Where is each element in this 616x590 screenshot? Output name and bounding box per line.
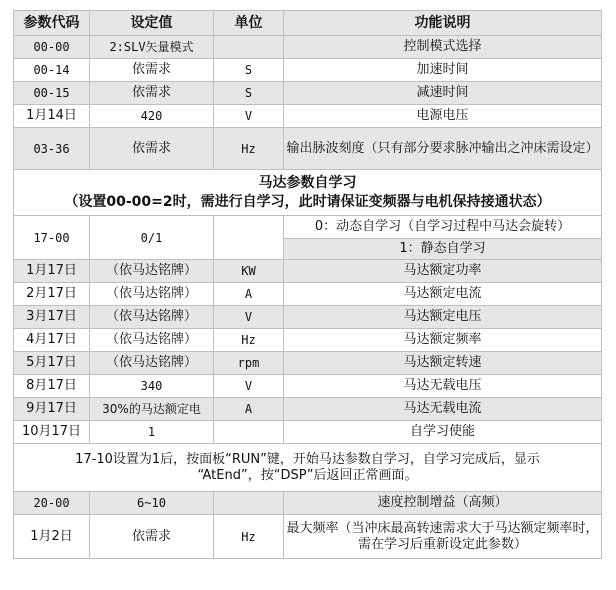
param-desc-option-0: 0：动态自学习（自学习过程中马达会旋转）: [284, 216, 602, 239]
param-value: 依需求: [90, 515, 214, 559]
param-code: 3月17日: [14, 306, 90, 329]
table-row: [14, 283, 602, 306]
param-desc: 减速时间: [284, 82, 602, 105]
param-code: 20-00: [14, 492, 90, 515]
param-desc: 速度控制增益（高频）: [284, 492, 602, 515]
table-row: [14, 492, 602, 515]
param-code: 00-15: [14, 82, 90, 105]
section-header: [14, 170, 602, 216]
param-code: 1月17日: [14, 260, 90, 283]
param-unit: [214, 421, 284, 444]
header-row: [14, 11, 602, 36]
param-code: 00-00: [14, 36, 90, 59]
table-row: [14, 59, 602, 82]
param-value: （依马达铭牌）: [90, 283, 214, 306]
header-unit: 单位: [214, 11, 284, 36]
param-code: 17-00: [14, 216, 90, 260]
param-value: 2:SLV矢量模式: [90, 36, 214, 59]
param-unit: [214, 216, 284, 260]
param-code: 10月17日: [14, 421, 90, 444]
header-desc: 功能说明: [284, 11, 602, 36]
section-subtitle: （设置00-00=2时，需进行自学习，此时请保证变频器与电机保持接通状态）: [64, 193, 551, 210]
section-title: 马达参数自学习: [258, 174, 357, 191]
param-unit: V: [214, 105, 284, 128]
param-desc: 加速时间: [284, 59, 602, 82]
param-unit: [214, 492, 284, 515]
table-row: [14, 82, 602, 105]
param-unit: A: [214, 283, 284, 306]
param-value: 依需求: [90, 59, 214, 82]
param-desc: 输出脉波刻度（只有部分要求脉冲输出之冲床需设定）: [284, 128, 602, 170]
header-code: 参数代码: [14, 11, 90, 36]
table-row: [14, 375, 602, 398]
note-cell: [14, 444, 602, 492]
param-desc: 马达额定电压: [284, 306, 602, 329]
header-value: 设定值: [90, 11, 214, 36]
section-header-row: [14, 170, 602, 216]
table-row: [14, 352, 602, 375]
param-code: 00-14: [14, 59, 90, 82]
param-code: 2月17日: [14, 283, 90, 306]
param-code: 1月14日: [14, 105, 90, 128]
param-desc: 马达额定转速: [284, 352, 602, 375]
table-row: [14, 306, 602, 329]
param-desc: 马达无载电压: [284, 375, 602, 398]
param-unit: S: [214, 59, 284, 82]
param-code: 8月17日: [14, 375, 90, 398]
param-value: 1: [90, 421, 214, 444]
table-row: [14, 105, 602, 128]
note-line-1: 17-10设置为1后，按面板“RUN”键，开始马达参数自学习，自学习完成后，显示: [75, 451, 540, 467]
table-row: [14, 329, 602, 352]
param-value: 30%的马达额定电: [90, 398, 214, 421]
param-desc: 马达额定频率: [284, 329, 602, 352]
param-desc: 马达额定电流: [284, 283, 602, 306]
param-value: （依马达铭牌）: [90, 260, 214, 283]
table-row: [14, 260, 602, 283]
param-value: 6~10: [90, 492, 214, 515]
note-line-2: “AtEnd”，按“DSP”后返回正常画面。: [197, 467, 418, 483]
param-unit: Hz: [214, 128, 284, 170]
param-unit: rpm: [214, 352, 284, 375]
param-code: 5月17日: [14, 352, 90, 375]
table-row: [14, 515, 602, 559]
param-value: （依马达铭牌）: [90, 352, 214, 375]
param-value: 340: [90, 375, 214, 398]
param-unit: Hz: [214, 329, 284, 352]
param-unit: S: [214, 82, 284, 105]
param-unit: A: [214, 398, 284, 421]
parameter-table: [13, 10, 602, 559]
param-desc: 电源电压: [284, 105, 602, 128]
param-value: （依马达铭牌）: [90, 306, 214, 329]
param-code: 1月2日: [14, 515, 90, 559]
table-row: [14, 421, 602, 444]
param-unit: V: [214, 375, 284, 398]
param-value: 420: [90, 105, 214, 128]
param-unit: KW: [214, 260, 284, 283]
param-value: 0/1: [90, 216, 214, 260]
note-row: [14, 444, 602, 492]
param-unit: V: [214, 306, 284, 329]
table-row: [14, 128, 602, 170]
param-desc: 控制模式选择: [284, 36, 602, 59]
param-desc: 自学习使能: [284, 421, 602, 444]
table-row: [14, 36, 602, 59]
param-unit: [214, 36, 284, 59]
param-code: 03-36: [14, 128, 90, 170]
table-row: [14, 398, 602, 421]
param-desc: 马达无载电流: [284, 398, 602, 421]
param-desc-option-1: 1：静态自学习: [284, 239, 602, 260]
param-code: 4月17日: [14, 329, 90, 352]
param-code: 9月17日: [14, 398, 90, 421]
table-row: [14, 216, 602, 239]
param-value: （依马达铭牌）: [90, 329, 214, 352]
param-value: 依需求: [90, 82, 214, 105]
param-unit: Hz: [214, 515, 284, 559]
param-value: 依需求: [90, 128, 214, 170]
param-desc: 最大频率（当冲床最高转速需求大于马达额定频率时，需在学习后重新设定此参数）: [284, 515, 602, 559]
parameter-table-container: [13, 10, 602, 559]
param-desc: 马达额定功率: [284, 260, 602, 283]
